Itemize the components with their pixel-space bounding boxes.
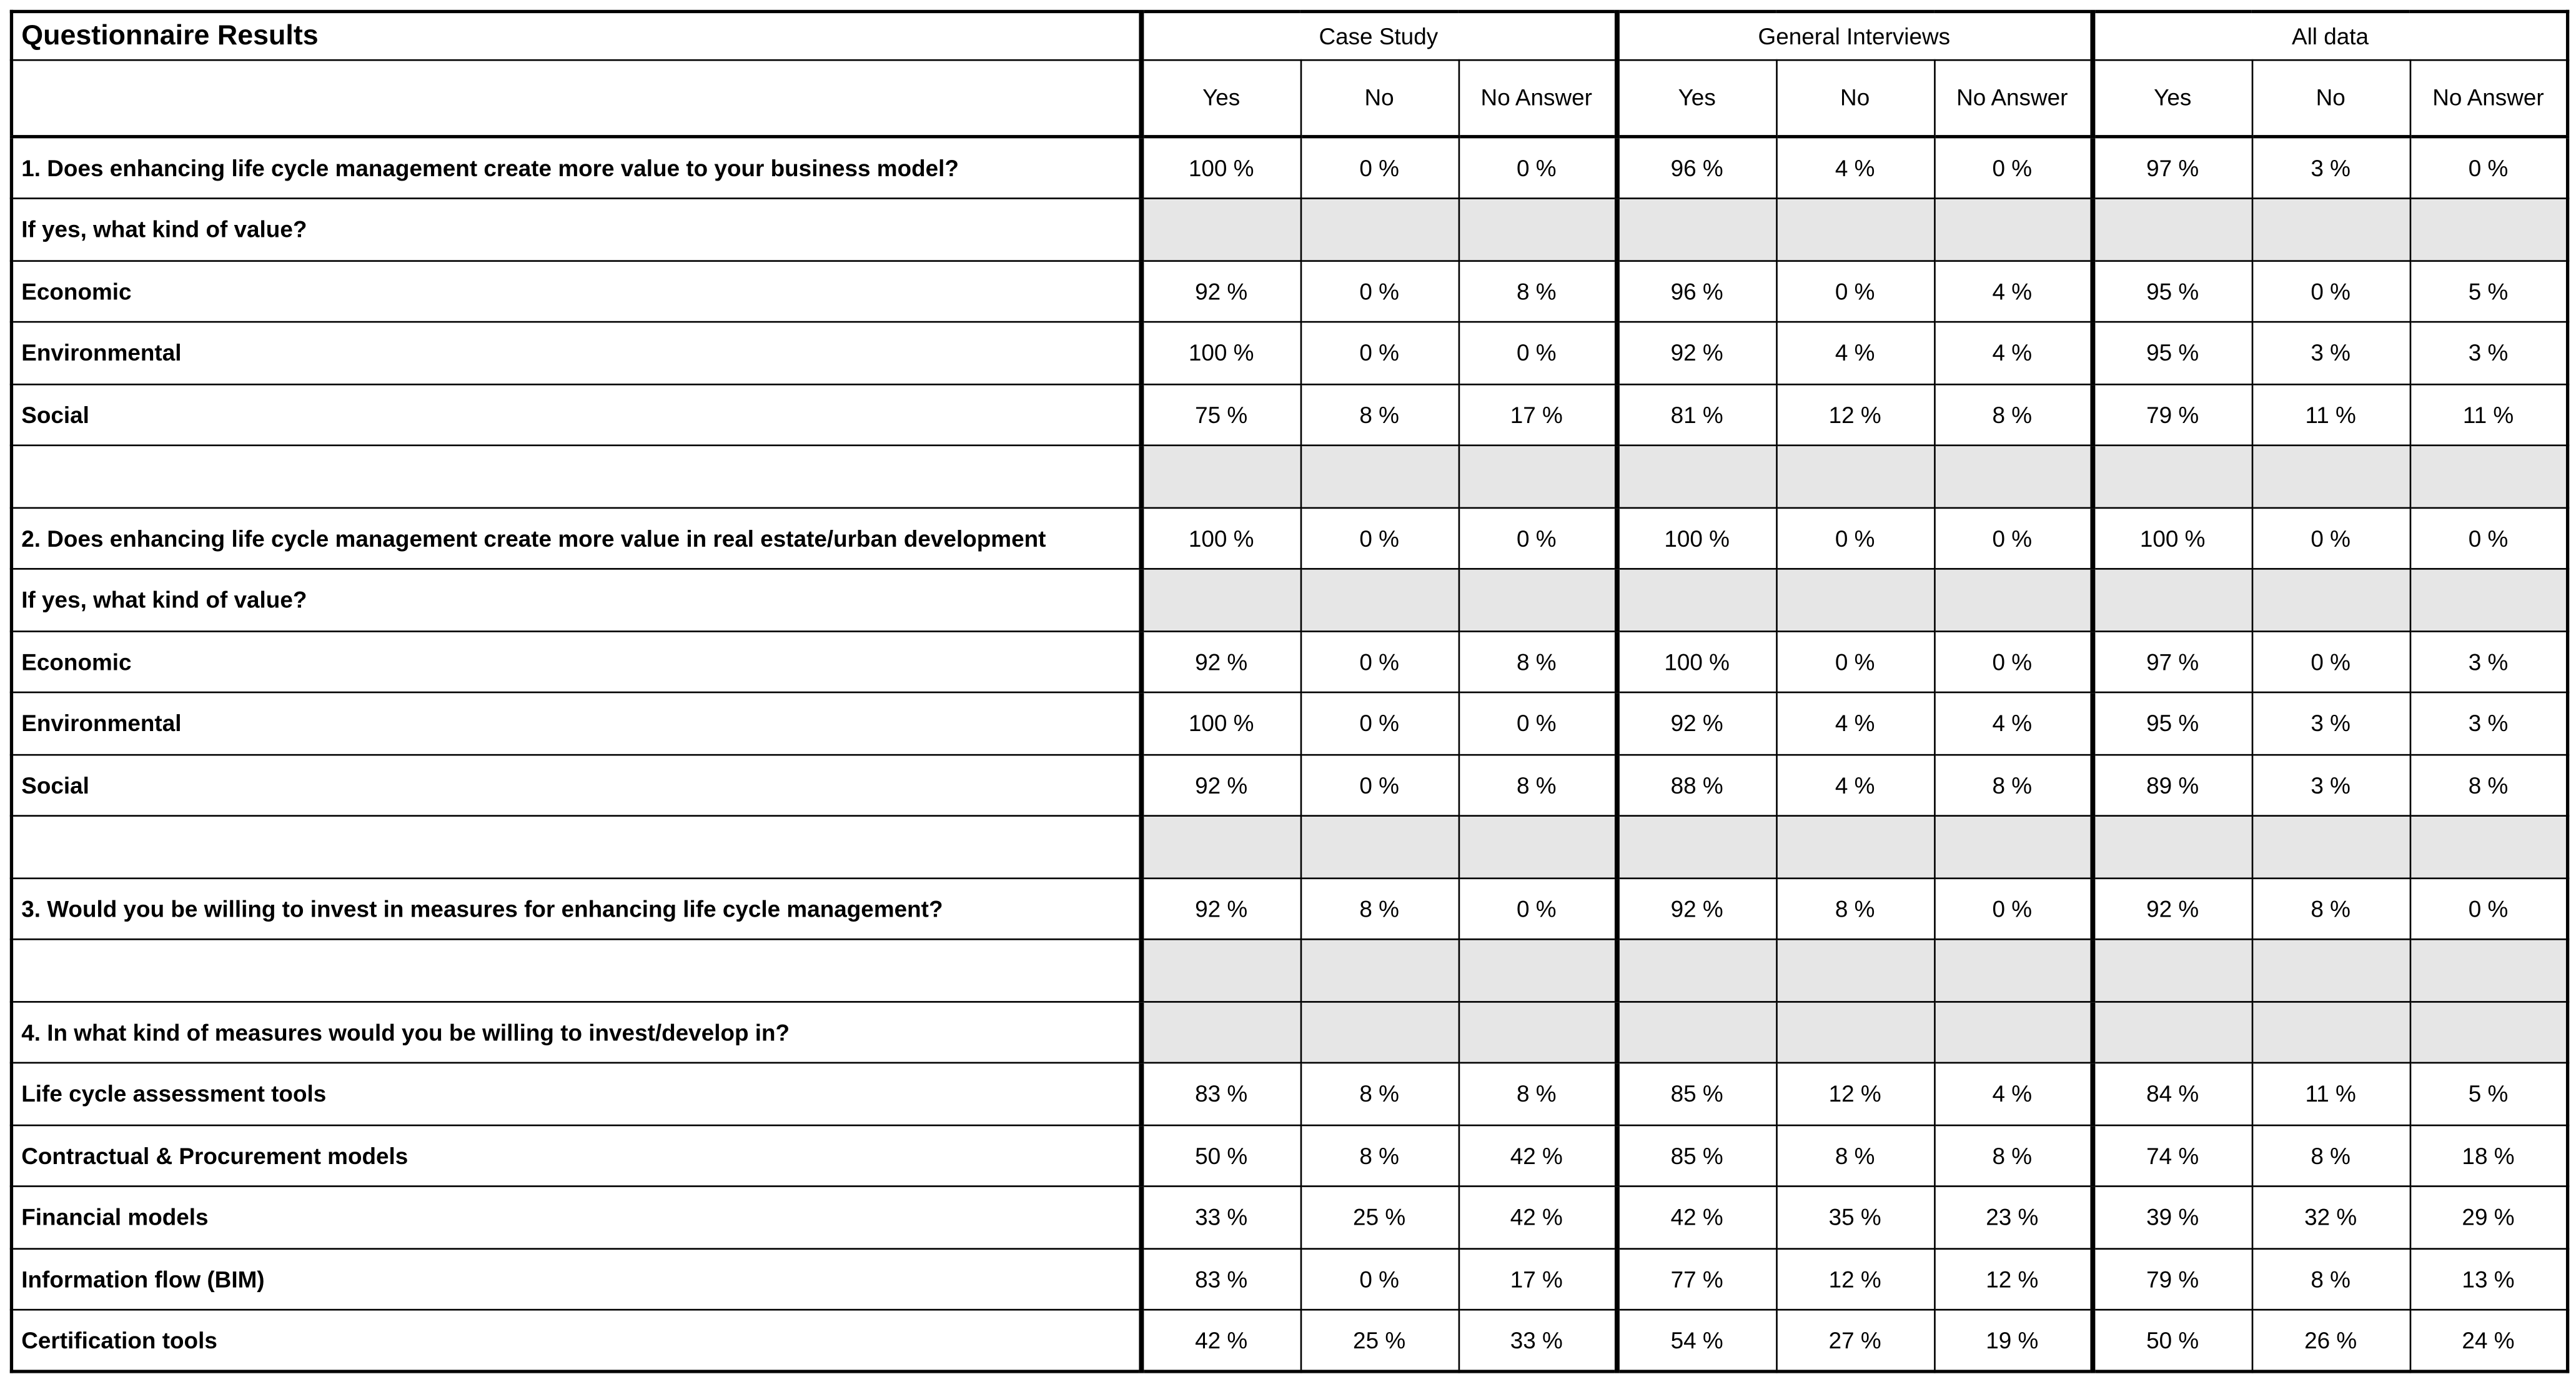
question-label: If yes, what kind of value? xyxy=(11,199,1141,261)
value-cell: 74 % xyxy=(2092,1125,2252,1187)
value-cell xyxy=(1141,446,1300,507)
value-cell: 92 % xyxy=(1141,877,1300,939)
group-case-study: Case Study xyxy=(1141,11,1617,59)
value-cell: 0 % xyxy=(2410,137,2568,199)
value-cell xyxy=(1934,446,2092,507)
value-cell: 3 % xyxy=(2252,692,2410,754)
value-cell: 4 % xyxy=(1934,322,2092,384)
value-cell: 100 % xyxy=(1141,507,1300,569)
value-cell xyxy=(1617,939,1776,1001)
value-cell: 12 % xyxy=(1776,1063,1934,1125)
value-cell xyxy=(2092,939,2252,1001)
value-cell xyxy=(1141,569,1300,630)
value-cell: 42 % xyxy=(1459,1187,1617,1248)
subheader-cell: No Answer xyxy=(1459,59,1617,137)
value-cell xyxy=(1459,1001,1617,1063)
value-cell xyxy=(1459,446,1617,507)
value-cell: 42 % xyxy=(1459,1125,1617,1187)
value-cell: 92 % xyxy=(1617,877,1776,939)
subheader-cell: Yes xyxy=(1617,59,1776,137)
value-cell xyxy=(2410,816,2568,878)
value-cell xyxy=(2092,816,2252,878)
value-cell: 8 % xyxy=(2252,1248,2410,1310)
value-cell: 0 % xyxy=(2410,507,2568,569)
value-cell: 4 % xyxy=(1776,754,1934,816)
value-cell xyxy=(1617,199,1776,261)
value-cell: 0 % xyxy=(1934,507,2092,569)
value-cell: 84 % xyxy=(2092,1063,2252,1125)
value-cell: 0 % xyxy=(1300,322,1459,384)
value-cell: 13 % xyxy=(2410,1248,2568,1310)
value-cell xyxy=(1300,939,1459,1001)
value-cell: 8 % xyxy=(1776,1125,1934,1187)
value-cell xyxy=(1459,569,1617,630)
value-cell: 0 % xyxy=(1300,507,1459,569)
value-cell: 0 % xyxy=(1300,137,1459,199)
value-cell: 92 % xyxy=(1141,260,1300,322)
value-cell: 33 % xyxy=(1141,1187,1300,1248)
table-row xyxy=(11,507,2567,569)
value-cell: 0 % xyxy=(1300,1248,1459,1310)
value-cell: 85 % xyxy=(1617,1125,1776,1187)
value-cell: 25 % xyxy=(1300,1187,1459,1248)
value-cell xyxy=(2252,446,2410,507)
table-row xyxy=(11,322,2567,384)
value-cell: 8 % xyxy=(1934,384,2092,446)
value-cell: 18 % xyxy=(2410,1125,2568,1187)
value-cell: 39 % xyxy=(2092,1187,2252,1248)
value-cell xyxy=(2092,569,2252,630)
value-cell: 3 % xyxy=(2410,322,2568,384)
subheader-cell: No Answer xyxy=(1934,59,2092,137)
table-row xyxy=(11,1248,2567,1310)
question-label: 2. Does enhancing life cycle management create more value in real estate/urban development xyxy=(11,507,1141,569)
value-cell: 97 % xyxy=(2092,137,2252,199)
value-cell: 17 % xyxy=(1459,1248,1617,1310)
value-cell xyxy=(2252,569,2410,630)
table-title: Questionnaire Results xyxy=(11,11,1141,59)
value-cell: 95 % xyxy=(2092,260,2252,322)
results-table xyxy=(10,10,2570,1373)
value-cell: 8 % xyxy=(1934,754,2092,816)
value-cell: 0 % xyxy=(1459,877,1617,939)
question-label: Life cycle assessment tools xyxy=(11,1063,1141,1125)
question-label: 3. Would you be willing to invest in measures for enhancing life cycle management? xyxy=(11,877,1141,939)
question-label: If yes, what kind of value? xyxy=(11,569,1141,630)
value-cell xyxy=(2410,1001,2568,1063)
value-cell xyxy=(1617,569,1776,630)
value-cell: 3 % xyxy=(2410,630,2568,692)
value-cell: 79 % xyxy=(2092,384,2252,446)
value-cell xyxy=(2410,446,2568,507)
value-cell: 12 % xyxy=(1776,384,1934,446)
value-cell: 100 % xyxy=(1141,137,1300,199)
question-label: 1. Does enhancing life cycle management create more value to your business model? xyxy=(11,137,1141,199)
value-cell: 8 % xyxy=(1300,877,1459,939)
value-cell xyxy=(2410,199,2568,261)
value-cell: 4 % xyxy=(1934,692,2092,754)
value-cell xyxy=(2410,939,2568,1001)
value-cell xyxy=(1300,816,1459,878)
value-cell: 8 % xyxy=(1776,877,1934,939)
value-cell: 0 % xyxy=(1776,630,1934,692)
value-cell: 42 % xyxy=(1141,1310,1300,1372)
table-row xyxy=(11,816,2567,878)
value-cell xyxy=(1459,199,1617,261)
value-cell: 92 % xyxy=(2092,877,2252,939)
value-cell: 26 % xyxy=(2252,1310,2410,1372)
table-row xyxy=(11,939,2567,1001)
table-row xyxy=(11,569,2567,630)
value-cell: 95 % xyxy=(2092,692,2252,754)
value-cell: 11 % xyxy=(2252,384,2410,446)
table-row xyxy=(11,1001,2567,1063)
value-cell: 83 % xyxy=(1141,1248,1300,1310)
value-cell xyxy=(1934,569,2092,630)
value-cell: 5 % xyxy=(2410,260,2568,322)
value-cell: 0 % xyxy=(1776,260,1934,322)
value-cell: 100 % xyxy=(1141,322,1300,384)
value-cell: 92 % xyxy=(1141,630,1300,692)
question-label: Financial models xyxy=(11,1187,1141,1248)
value-cell: 50 % xyxy=(2092,1310,2252,1372)
value-cell xyxy=(1141,816,1300,878)
question-label: Social xyxy=(11,384,1141,446)
table-row xyxy=(11,877,2567,939)
question-label xyxy=(11,816,1141,878)
value-cell: 17 % xyxy=(1459,384,1617,446)
value-cell xyxy=(1459,816,1617,878)
value-cell xyxy=(2410,569,2568,630)
value-cell xyxy=(2252,816,2410,878)
value-cell: 0 % xyxy=(1459,507,1617,569)
table-row xyxy=(11,384,2567,446)
value-cell: 88 % xyxy=(1617,754,1776,816)
table-row xyxy=(11,1125,2567,1187)
value-cell: 8 % xyxy=(1459,754,1617,816)
value-cell: 100 % xyxy=(1617,507,1776,569)
value-cell xyxy=(2092,199,2252,261)
value-cell: 0 % xyxy=(1459,322,1617,384)
value-cell xyxy=(1300,199,1459,261)
value-cell xyxy=(1776,569,1934,630)
value-cell: 5 % xyxy=(2410,1063,2568,1125)
value-cell: 100 % xyxy=(2092,507,2252,569)
value-cell: 33 % xyxy=(1459,1310,1617,1372)
value-cell: 4 % xyxy=(1776,692,1934,754)
value-cell: 0 % xyxy=(2252,507,2410,569)
value-cell: 24 % xyxy=(2410,1310,2568,1372)
value-cell xyxy=(1934,199,2092,261)
table-row xyxy=(11,199,2567,261)
value-cell: 0 % xyxy=(1934,877,2092,939)
value-cell xyxy=(1300,446,1459,507)
value-cell: 79 % xyxy=(2092,1248,2252,1310)
value-cell: 8 % xyxy=(2252,1125,2410,1187)
subheader-cell: No xyxy=(1300,59,1459,137)
value-cell: 0 % xyxy=(1776,507,1934,569)
value-cell: 0 % xyxy=(1934,630,2092,692)
value-cell: 92 % xyxy=(1141,754,1300,816)
value-cell: 75 % xyxy=(1141,384,1300,446)
value-cell: 8 % xyxy=(1300,1063,1459,1125)
value-cell: 50 % xyxy=(1141,1125,1300,1187)
value-cell: 81 % xyxy=(1617,384,1776,446)
value-cell xyxy=(1141,199,1300,261)
value-cell: 12 % xyxy=(1776,1248,1934,1310)
value-cell: 100 % xyxy=(1617,630,1776,692)
value-cell xyxy=(1141,939,1300,1001)
subheader-cell: Yes xyxy=(1141,59,1300,137)
subheader-cell: Yes xyxy=(2092,59,2252,137)
value-cell xyxy=(1776,939,1934,1001)
question-label: Certification tools xyxy=(11,1310,1141,1372)
value-cell: 8 % xyxy=(2252,877,2410,939)
question-label xyxy=(11,939,1141,1001)
value-cell: 29 % xyxy=(2410,1187,2568,1248)
table-row xyxy=(11,137,2567,199)
value-cell xyxy=(2252,939,2410,1001)
value-cell: 27 % xyxy=(1776,1310,1934,1372)
value-cell: 19 % xyxy=(1934,1310,2092,1372)
group-general-interviews: General Interviews xyxy=(1617,11,2093,59)
subheader-cell: No Answer xyxy=(2410,59,2568,137)
value-cell: 0 % xyxy=(1934,137,2092,199)
question-label xyxy=(11,446,1141,507)
value-cell xyxy=(1776,199,1934,261)
group-header-row xyxy=(11,11,2567,59)
table-row xyxy=(11,692,2567,754)
value-cell: 0 % xyxy=(2252,630,2410,692)
value-cell: 92 % xyxy=(1617,692,1776,754)
question-label: 4. In what kind of measures would you be willing to invest/develop in? xyxy=(11,1001,1141,1063)
subheader-blank xyxy=(11,59,1141,137)
value-cell: 0 % xyxy=(1300,754,1459,816)
value-cell: 77 % xyxy=(1617,1248,1776,1310)
value-cell: 3 % xyxy=(2410,692,2568,754)
value-cell: 8 % xyxy=(1300,384,1459,446)
value-cell xyxy=(1776,1001,1934,1063)
subheader-cell: No xyxy=(2252,59,2410,137)
value-cell: 8 % xyxy=(1934,1125,2092,1187)
question-label: Economic xyxy=(11,260,1141,322)
value-cell: 3 % xyxy=(2252,137,2410,199)
table-row xyxy=(11,1187,2567,1248)
value-cell: 83 % xyxy=(1141,1063,1300,1125)
value-cell: 4 % xyxy=(1776,322,1934,384)
subheader-cell: No xyxy=(1776,59,1934,137)
value-cell xyxy=(1300,569,1459,630)
value-cell xyxy=(1776,446,1934,507)
value-cell xyxy=(1934,1001,2092,1063)
value-cell: 11 % xyxy=(2410,384,2568,446)
value-cell: 3 % xyxy=(2252,754,2410,816)
value-cell: 0 % xyxy=(1300,630,1459,692)
value-cell xyxy=(1141,1001,1300,1063)
value-cell: 35 % xyxy=(1776,1187,1934,1248)
value-cell xyxy=(1617,446,1776,507)
value-cell: 92 % xyxy=(1617,322,1776,384)
value-cell: 0 % xyxy=(1459,137,1617,199)
value-cell xyxy=(1617,816,1776,878)
value-cell: 3 % xyxy=(2252,322,2410,384)
value-cell xyxy=(1934,816,2092,878)
value-cell: 0 % xyxy=(1300,692,1459,754)
question-label: Information flow (BIM) xyxy=(11,1248,1141,1310)
question-label: Economic xyxy=(11,630,1141,692)
value-cell: 8 % xyxy=(1459,630,1617,692)
value-cell: 23 % xyxy=(1934,1187,2092,1248)
value-cell: 8 % xyxy=(1300,1125,1459,1187)
table-row xyxy=(11,630,2567,692)
value-cell: 96 % xyxy=(1617,260,1776,322)
value-cell: 95 % xyxy=(2092,322,2252,384)
value-cell xyxy=(2092,446,2252,507)
value-cell: 11 % xyxy=(2252,1063,2410,1125)
value-cell: 96 % xyxy=(1617,137,1776,199)
question-label: Contractual & Procurement models xyxy=(11,1125,1141,1187)
value-cell xyxy=(2252,1001,2410,1063)
table-row xyxy=(11,1310,2567,1372)
table-row xyxy=(11,754,2567,816)
value-cell: 4 % xyxy=(1934,1063,2092,1125)
value-cell: 0 % xyxy=(2252,260,2410,322)
value-cell: 0 % xyxy=(2410,877,2568,939)
value-cell: 0 % xyxy=(1459,692,1617,754)
value-cell xyxy=(2252,199,2410,261)
value-cell: 32 % xyxy=(2252,1187,2410,1248)
value-cell: 100 % xyxy=(1141,692,1300,754)
question-label: Environmental xyxy=(11,692,1141,754)
group-all-data: All data xyxy=(2092,11,2568,59)
value-cell xyxy=(1934,939,2092,1001)
question-label: Environmental xyxy=(11,322,1141,384)
value-cell: 85 % xyxy=(1617,1063,1776,1125)
table-row xyxy=(11,260,2567,322)
value-cell: 0 % xyxy=(1300,260,1459,322)
value-cell xyxy=(1617,1001,1776,1063)
table-row xyxy=(11,446,2567,507)
value-cell: 89 % xyxy=(2092,754,2252,816)
value-cell xyxy=(1300,1001,1459,1063)
value-cell xyxy=(1459,939,1617,1001)
subheader-row xyxy=(11,59,2567,137)
value-cell xyxy=(2092,1001,2252,1063)
value-cell: 97 % xyxy=(2092,630,2252,692)
value-cell: 8 % xyxy=(1459,260,1617,322)
table-row xyxy=(11,1063,2567,1125)
value-cell: 8 % xyxy=(2410,754,2568,816)
value-cell: 54 % xyxy=(1617,1310,1776,1372)
value-cell: 25 % xyxy=(1300,1310,1459,1372)
value-cell: 8 % xyxy=(1459,1063,1617,1125)
question-label: Social xyxy=(11,754,1141,816)
value-cell: 12 % xyxy=(1934,1248,2092,1310)
value-cell: 4 % xyxy=(1934,260,2092,322)
value-cell xyxy=(1776,816,1934,878)
value-cell: 4 % xyxy=(1776,137,1934,199)
value-cell: 42 % xyxy=(1617,1187,1776,1248)
